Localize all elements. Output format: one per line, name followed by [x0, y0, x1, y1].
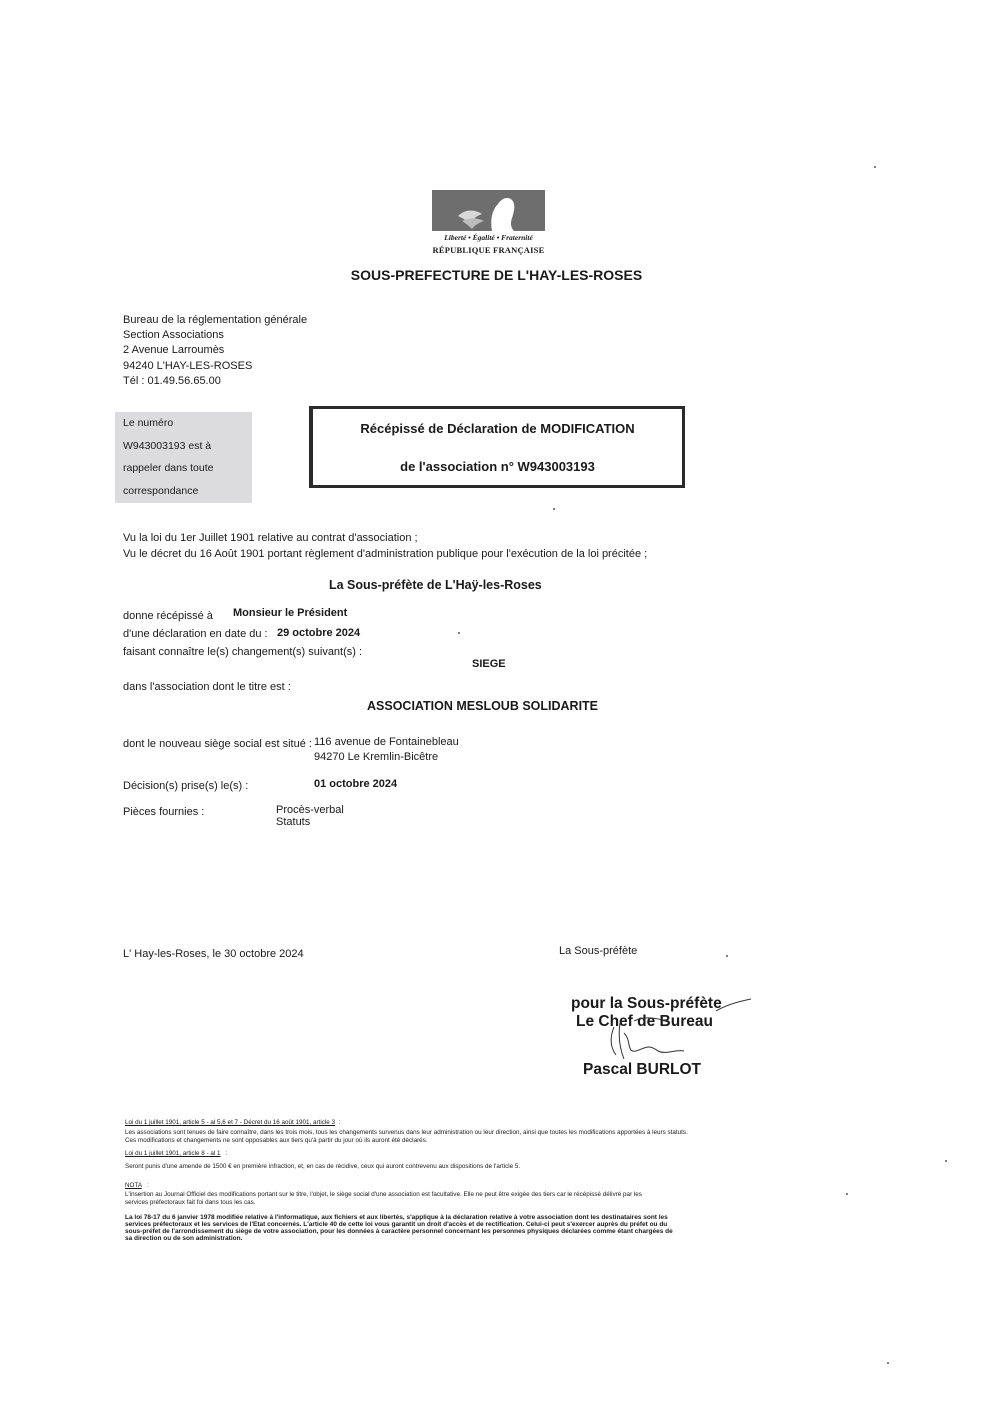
seat-address-line2: 94270 Le Kremlin-Bicêtre — [314, 751, 439, 763]
note-text4a: La loi 78-17 du 6 janvier 1978 modifiée relative à l'informatique, aux fichiers et aux libertés, s'applique à la déclaration relative à votre association dont les destinataires sont les — [125, 1214, 668, 1221]
office-line: Section Associations — [123, 329, 224, 342]
scan-speck — [945, 1160, 947, 1162]
note-ref2 — [125, 1150, 228, 1157]
reference-line: rappeler dans toute — [123, 462, 214, 474]
note-text2: Seront punis d'une amende de 1500 € en première infraction, et, en cas de récidive, ceux qui auront contrevenu aux dispositions de l'article 5. — [125, 1163, 521, 1170]
seat-label: dont le nouveau siège social est situé : — [123, 738, 312, 750]
note-ref2-colon: : — [225, 1150, 228, 1157]
reference-line: correspondance — [123, 484, 199, 497]
changes-label: faisant connaître le(s) changement(s) suivant(s) : — [123, 646, 363, 658]
signatory-role: La Sous-préfète — [559, 945, 638, 957]
declaration-date-label: d'une déclaration en date du : — [123, 628, 268, 640]
office-address — [123, 313, 307, 389]
note-ref2-text: Loi du 1 juillet 1901, article 8 - al 1 — [125, 1150, 221, 1157]
note-ref1-colon: : — [338, 1119, 341, 1126]
signature-block — [566, 993, 766, 1083]
decision-date: 01 octobre 2024 — [314, 778, 398, 790]
scan-speck — [887, 1362, 889, 1364]
scan-speck — [874, 166, 876, 168]
marianne-logo — [432, 190, 545, 260]
receipt-title-line2: de l'association n° W943003193 — [400, 459, 595, 474]
office-line: Tél : 01.49.56.65.00 — [123, 374, 221, 387]
office-line: 2 Avenue Larroumès — [123, 344, 225, 357]
page-title: SOUS-PREFECTURE DE L'HAY-LES-ROSES — [350, 267, 643, 283]
scan-speck — [846, 1193, 848, 1195]
office-line: Bureau de la réglementation générale — [123, 314, 308, 326]
law-reference: Vu la loi du 1er Juillet 1901 relative au contrat d'association ; — [123, 532, 418, 544]
issuing-authority: La Sous-préfète de L'Haÿ-les-Roses — [329, 578, 542, 592]
note-text4c: sous-préfet de l'arrondissement du siège de votre association, pour les données à caractère personnel concernant les personnes physiques déclarées comme étant chargées de — [125, 1228, 673, 1235]
republic-name: RÉPUBLIQUE FRANÇAISE — [432, 245, 545, 255]
scan-speck — [726, 955, 728, 957]
note-text4d: sa direction ou de son administration. — [125, 1235, 243, 1242]
recipient: Monsieur le Président — [233, 607, 348, 619]
note-nota-label: NOTA — [125, 1182, 142, 1189]
declaration-date: 29 octobre 2024 — [277, 627, 361, 639]
association-title-label: dans l'association dont le titre est : — [123, 681, 291, 693]
receipt-title-frame — [309, 406, 685, 488]
place-and-date: L' Hay-les-Roses, le 30 octobre 2024 — [123, 948, 304, 960]
signature-line1: pour la Sous-préfète — [571, 995, 722, 1012]
document-item: Statuts — [276, 816, 311, 828]
note-text1b: Ces modifications et changements ne sont opposables aux tiers qu'à partir du jour où ils auront été déclarés. — [125, 1137, 428, 1144]
reference-box — [115, 412, 252, 503]
note-text1a: Les associations sont tenues de faire connaître, dans les trois mois, tous les changements survenus dans leur administration ou leur direction, ainsi que toutes les modifications apportées à leurs statuts. — [125, 1129, 688, 1136]
reference-line: W943003193 est à — [123, 439, 212, 452]
reference-line: Le numéro — [123, 417, 174, 429]
association-name: ASSOCIATION MESLOUB SOLIDARITE — [367, 699, 599, 713]
change-value: SIEGE — [472, 658, 506, 670]
note-ref1 — [125, 1119, 340, 1126]
republic-motto: Liberté • Égalité • Fraternité — [444, 233, 533, 242]
documents-label: Pièces fournies : — [123, 806, 205, 818]
document-item: Procès-verbal — [276, 804, 344, 816]
signature-line2: Le Chef de Bureau — [576, 1013, 713, 1030]
decision-label: Décision(s) prise(s) le(s) : — [123, 780, 249, 792]
note-text3a: L'insertion au Journal Officiel des modifications portant sur le titre, l'objet, le siège social d'une association est facultative. Elle ne peut être exigée des tiers car le récépissé délivré par les — [125, 1191, 642, 1198]
note-ref1-text: Loi du 1 juillet 1901, article 5 - al 5,6 et 7 - Décret du 16 août 1901, article 3 — [125, 1119, 336, 1126]
receipt-label: donne récépissé à — [123, 610, 213, 622]
note-nota — [125, 1182, 149, 1189]
scan-speck — [553, 508, 555, 510]
seat-address-line1: 116 avenue de Fontainebleau — [314, 736, 459, 748]
scan-speck — [458, 632, 460, 634]
signatory-name: Pascal BURLOT — [583, 1061, 702, 1078]
note-text4b: services préfectoraux et les services de l'Etat concernés. L'article 40 de cette loi vous garantit un droit d'accès et de rectification. Celui-ci peut s'exercer auprès du préfet ou du — [125, 1221, 668, 1228]
note-text3b: services préfectoraux fait foi dans tous les cas. — [125, 1199, 256, 1206]
note-nota-colon: : — [146, 1182, 149, 1189]
marianne-emblem — [432, 190, 545, 231]
decree-reference: Vu le décret du 16 Août 1901 portant règlement d'administration publique pour l'exécution de la loi précitée ; — [123, 548, 648, 560]
office-line: 94240 L'HAY-LES-ROSES — [123, 359, 253, 372]
receipt-title-line1: Récépissé de Déclaration de MODIFICATION — [360, 421, 635, 436]
